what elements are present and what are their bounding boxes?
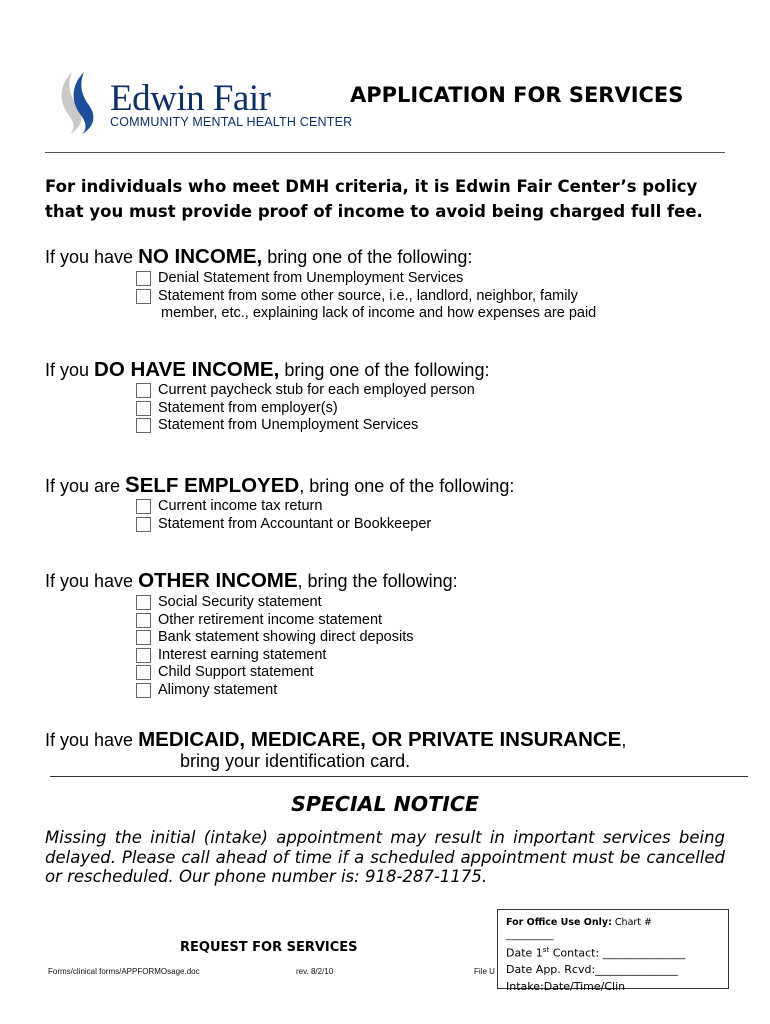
list-item-continuation: member, etc., explaining lack of income and how expenses are paid (161, 305, 597, 321)
list-item: Current income tax return (136, 498, 431, 516)
header-divider (45, 152, 725, 153)
footer-file-label: File U (474, 967, 495, 976)
footer-file-path: Forms/clinical forms/APPFORMOsage.doc (48, 967, 200, 976)
checklist-have-income (136, 382, 475, 435)
checkbox[interactable] (136, 630, 151, 645)
office-use-header: For Office Use Only: Chart # (506, 917, 653, 928)
date-first-contact-field[interactable]: Date 1st Contact: _______________ (506, 946, 686, 960)
chart-number-field[interactable]: __________ (506, 930, 554, 941)
section-heading-have-income: If you DO HAVE INCOME, bring one of the following: (45, 358, 490, 381)
logo-name: Edwin Fair (110, 78, 271, 119)
checkbox[interactable] (136, 289, 151, 304)
checkbox[interactable] (136, 401, 151, 416)
insurance-instruction: bring your identification card. (180, 751, 411, 771)
checklist-self-employed (136, 498, 431, 533)
section-divider (50, 776, 748, 777)
special-notice-body: Missing the initial (intake) appointment may result in important services being delayed. Please call ahead of time if a scheduled appointment must be cancelled or rescheduled. Our phone number is: 918-287-1175. (45, 828, 725, 886)
checkbox[interactable] (136, 271, 151, 286)
checkbox[interactable] (136, 595, 151, 610)
list-item: Alimony statement (136, 682, 414, 700)
list-item: Statement from Accountant or Bookkeeper (136, 516, 431, 534)
checkbox[interactable] (136, 499, 151, 514)
checkbox[interactable] (136, 683, 151, 698)
form-title: APPLICATION FOR SERVICES (350, 83, 684, 107)
list-item: Interest earning statement (136, 647, 414, 665)
checkbox[interactable] (136, 648, 151, 663)
list-item: Child Support statement (136, 664, 414, 682)
section-heading-no-income: If you have NO INCOME, bring one of the following: (45, 245, 473, 268)
checklist-no-income (136, 270, 596, 323)
checkbox[interactable] (136, 383, 151, 398)
policy-statement: For individuals who meet DMH criteria, it is Edwin Fair Center’s policy that you must provide proof of income to avoid being charged full fee. (45, 177, 703, 221)
list-item: Statement from some other source, i.e., landlord, neighbor, family (136, 288, 596, 306)
list-item: Social Security statement (136, 594, 414, 612)
checklist-other-income (136, 594, 414, 699)
list-item: Other retirement income statement (136, 612, 414, 630)
checkbox[interactable] (136, 517, 151, 532)
list-item: Statement from Unemployment Services (136, 417, 475, 435)
list-item: Statement from employer(s) (136, 400, 475, 418)
checkbox[interactable] (136, 418, 151, 433)
section-heading-other-income: If you have OTHER INCOME, bring the following: (45, 569, 458, 592)
footer-revision: rev. 8/2/10 (296, 967, 334, 976)
list-item: Current paycheck stub for each employed person (136, 382, 475, 400)
list-item: Denial Statement from Unemployment Services (136, 270, 596, 288)
request-for-services-title: REQUEST FOR SERVICES (180, 940, 358, 955)
form-title-box (350, 82, 684, 118)
logo-swoosh-icon (50, 70, 106, 134)
intake-field[interactable]: Intake:Date/Time/Clin (506, 979, 626, 993)
list-item: Bank statement showing direct deposits (136, 629, 414, 647)
date-app-received-field[interactable]: Date App. Rcvd:_______________ (506, 963, 678, 977)
logo-subtitle: COMMUNITY MENTAL HEALTH CENTER (110, 115, 353, 129)
office-use-box (497, 909, 729, 993)
checkbox[interactable] (136, 665, 151, 680)
section-heading-insurance: If you have MEDICAID, MEDICARE, OR PRIVATE INSURANCE, (45, 728, 627, 751)
checkbox[interactable] (136, 613, 151, 628)
special-notice-title: SPECIAL NOTICE (291, 792, 479, 816)
section-heading-self-employed: If you are SELF EMPLOYED, bring one of the following: (45, 472, 515, 497)
